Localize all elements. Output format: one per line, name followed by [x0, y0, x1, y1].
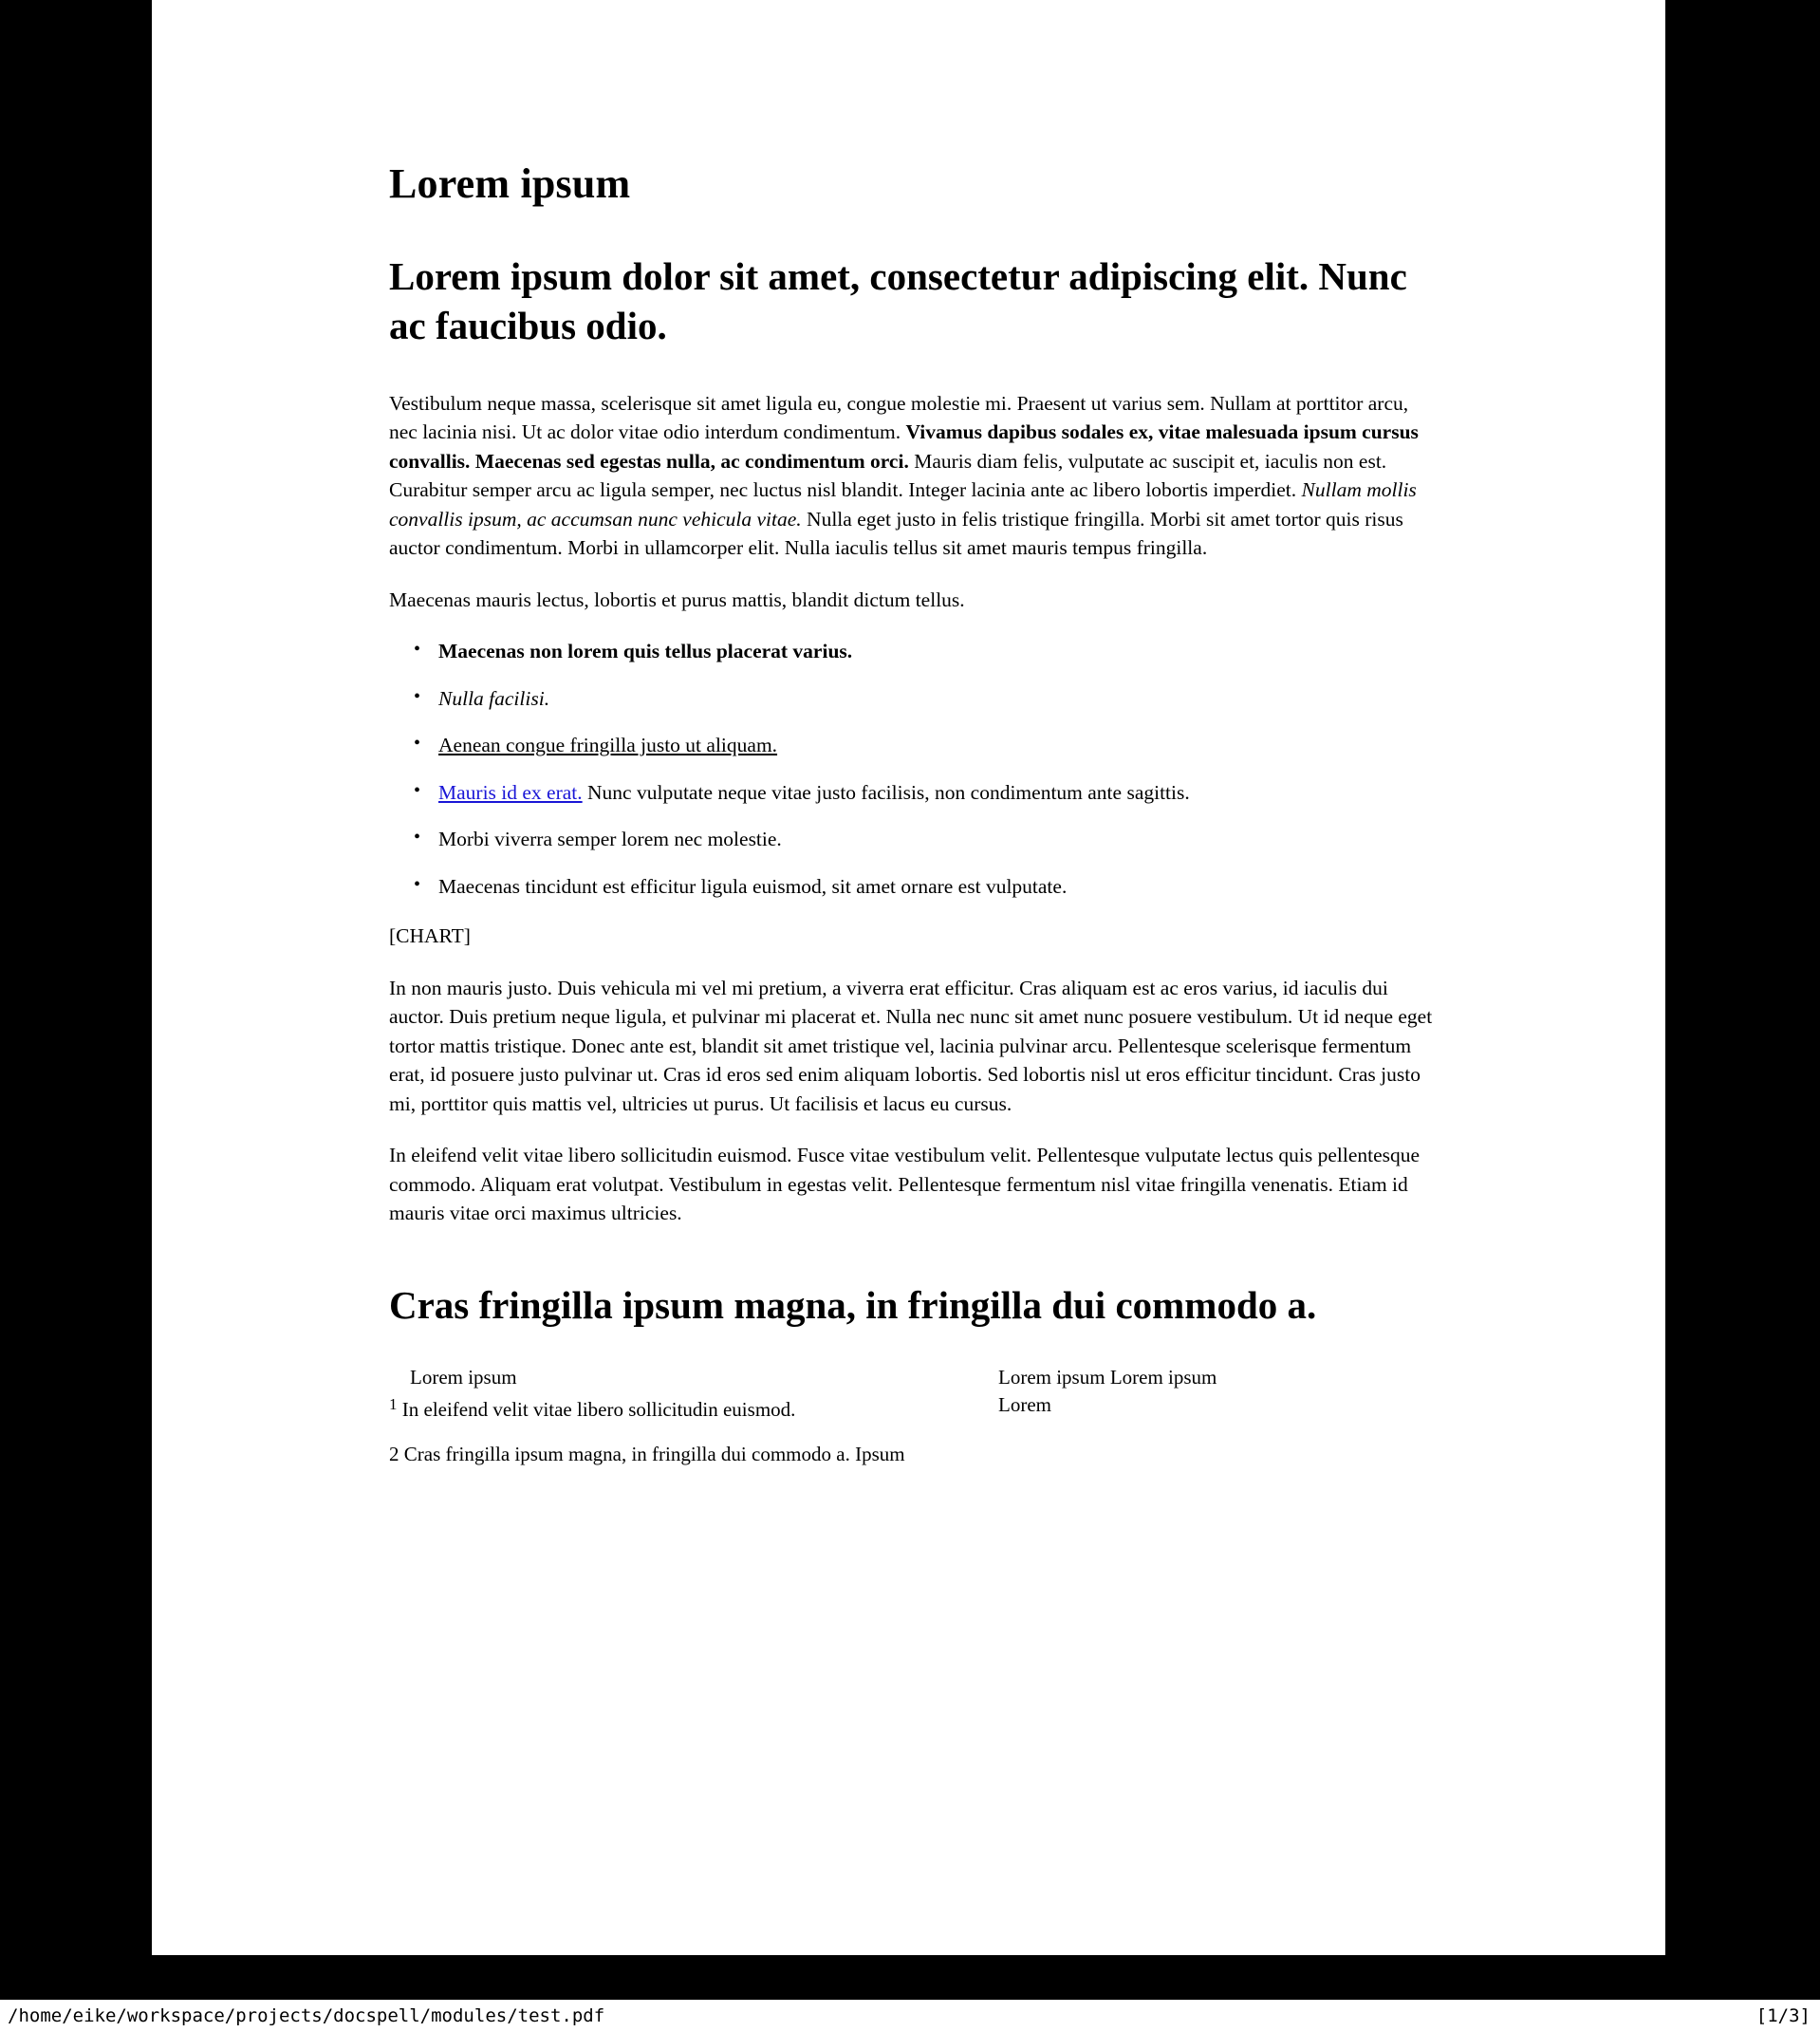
list-item [438, 872, 1433, 902]
paragraph-1-part-e: Nulla eget justo in felis tristique fringilla. Morbi sit amet tortor quis risus auctor condimentum. Morbi in ullamcorper elit. Nulla iaculis tellus sit amet mauris tempus fringilla. [389, 507, 1403, 560]
paragraph-1-bold: Vivamus dapibus sodales ex, vitae malesuada ipsum cursus convallis. Maecenas sed egestas nulla, ac condimentum orci. [389, 420, 1419, 473]
footnote-marker-1: 1 [389, 1394, 398, 1413]
paragraph-3: In non mauris justo. Duis vehicula mi vel mi pretium, a viverra erat efficitur. Cras aliquam est ac eros varius, id iaculis dui auctor. Duis pretium neque ligula, et pulvinar mi placerat et. Nulla nec nunc sit amet nunc posuere vestibulum. Ut id neque eget tortor mattis tristique. Donec ante est, blandit sit amet tristique vel, lacinia pulvinar arcu. Pellentesque scelerisque fermentum erat, id posuere justo pulvinar ut. Cras id eros sed enim aliquam lobortis. Sed lobortis nisl ut eros efficitur tincidunt. Cras justo mi, porttitor quis mattis vel, ultricies ut purus. Ut facilisis et lacus eu cursus. [389, 976, 1433, 1115]
list-item-text: Maecenas non lorem quis tellus placerat varius. [438, 640, 853, 663]
paragraph-1-part-a: Vestibulum neque massa, scelerisque sit amet ligula eu, congue molestie mi. Praesent ut varius sem. Nullam at porttitor arcu, nec lacinia nisi. Ut ac dolor vitae odio interdum condimentum. [389, 391, 1409, 444]
footnote-right-line-1: Lorem ipsum Lorem ipsum [998, 1366, 1217, 1389]
list-item [438, 684, 1433, 714]
paragraph-1-italic: Nullam mollis convallis ipsum, ac accumsan nunc vehicula vitae. [389, 478, 1417, 531]
file-path: /home/eike/workspace/projects/docspell/modules/test.pdf [8, 2005, 605, 2026]
footnote-column-right [998, 1364, 1378, 1418]
list-item-text: Morbi viverra semper lorem nec molestie. [438, 828, 782, 851]
page-content [389, 161, 1433, 1478]
list-item [438, 637, 1433, 666]
paragraph-1-part-c: Mauris diam felis, vulputate ac suscipit et, iaculis non est. Curabitur semper arcu ac ligula semper, nec luctus nisl blandit. Integer lacinia ante ac libero lobortis imperdiet. [389, 449, 1387, 502]
page-indicator: [1/3] [1755, 2005, 1811, 2026]
footnote-block [389, 1364, 1433, 1478]
page-title: Lorem ipsum [389, 160, 631, 207]
footnote-marker-2: 2 [389, 1443, 399, 1466]
list-item-text: Maecenas tincidunt est efficitur ligula euismod, sit amet ornare est vulputate. [438, 874, 1068, 898]
section-heading-2: Cras fringilla ipsum magna, in fringilla dui commodo a. [389, 1282, 1317, 1327]
list-item-text: Nunc vulputate neque vitae justo facilisis, non condimentum ante sagittis. [582, 780, 1190, 804]
list-item-text: Nulla facilisi. [438, 686, 550, 710]
list-item [438, 731, 1433, 760]
footnote-numbered-text: Cras fringilla ipsum magna, in fringilla dui commodo a. Ipsum [403, 1443, 905, 1466]
section-heading-1: Lorem ipsum dolor sit amet, consectetur adipiscing elit. Nunc ac faucibus odio. [389, 254, 1407, 348]
footnote-left-line-2-wrap [389, 1396, 977, 1424]
footnote-numbered-2 [389, 1441, 1433, 1468]
bullet-list [389, 637, 1433, 901]
list-item [438, 778, 1433, 808]
paragraph-2: Maecenas mauris lectus, lobortis et purus mattis, blandit dictum tellus. [389, 587, 965, 611]
pdf-page[interactable] [152, 0, 1665, 1955]
footnote-left-line-1: Lorem ipsum [410, 1366, 517, 1389]
footnote-left-line-2: In eleifend velit vitae libero sollicitudin euismod. [401, 1397, 796, 1421]
inline-link[interactable]: Mauris id ex erat. [438, 780, 583, 804]
paragraph-1 [389, 389, 1433, 563]
list-item [438, 825, 1433, 854]
status-bar [0, 2000, 1820, 2032]
footnote-column-left [389, 1364, 977, 1427]
paragraph-4: In eleifend velit vitae libero sollicitudin euismod. Fusce vitae vestibulum velit. Pellentesque vulputate lectus quis pellentesque commodo. Aliquam erat volutpat. Vestibulum in egestas velit. Pellentesque fermentum nisl vitae fringilla venenatis. Etiam id mauris vitae orci maximus ultricies. [389, 1144, 1421, 1225]
list-item-text: Aenean congue fringilla justo ut aliquam. [438, 734, 778, 757]
chart-placeholder: [CHART] [389, 924, 471, 948]
footnote-right-line-2: Lorem [998, 1392, 1051, 1416]
